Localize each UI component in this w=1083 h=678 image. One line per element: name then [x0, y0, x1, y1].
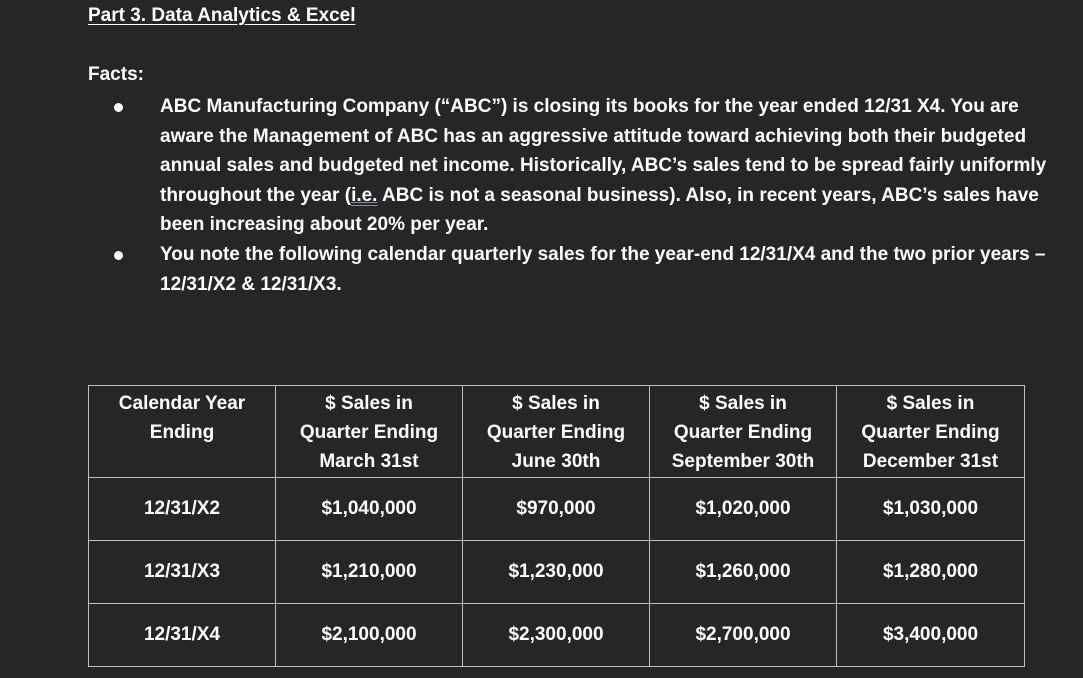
- header-q3: [650, 386, 837, 478]
- cell-q2-sales: $2,300,000: [463, 604, 650, 667]
- table-row: [89, 541, 1025, 604]
- cell-q4-sales: $1,030,000: [837, 478, 1025, 541]
- header-q1: [276, 386, 463, 478]
- quarterly-sales-table: [88, 385, 1025, 667]
- header-line: $ Sales in: [512, 393, 600, 414]
- fact-2-text: You note the following calendar quarterly sales for the year-end 12/31/X4 and the two prior years – 12/31/X2 & 12/31/X3.: [160, 243, 1046, 295]
- fact-item-1: [160, 92, 1050, 240]
- header-line: Quarter Ending: [299, 422, 439, 443]
- table-header-row: [89, 386, 1025, 478]
- table-row: [89, 478, 1025, 541]
- cell-year: 12/31/X3: [89, 541, 276, 604]
- cell-q2-sales: $970,000: [463, 478, 650, 541]
- ie-abbreviation: i.e.: [351, 184, 378, 206]
- header-line: September 30th: [671, 451, 815, 472]
- header-line: $ Sales in: [325, 393, 413, 414]
- cell-q1-sales: $2,100,000: [276, 604, 463, 667]
- facts-list: [160, 92, 1050, 299]
- header-line: Ending: [149, 422, 215, 443]
- cell-q4-sales: $3,400,000: [837, 604, 1025, 667]
- header-line: $ Sales in: [699, 393, 787, 414]
- cell-q3-sales: $1,020,000: [650, 478, 837, 541]
- header-line: March 31st: [319, 451, 419, 472]
- header-line: $ Sales in: [886, 393, 975, 414]
- header-line: December 31st: [862, 451, 999, 472]
- cell-q3-sales: $1,260,000: [650, 541, 837, 604]
- fact-1-text-a: ABC Manufacturing Company (“ABC”) is closing its books for the year ended 12/31 X4. You are aware the Management of ABC has an aggressive attitude toward achieving both their budgeted annual sales and budgeted net income. Historically, ABC’s sales tend to be spread fairly uniformly throughout the year (: [160, 96, 1047, 206]
- fact-item-2: [160, 240, 1050, 299]
- header-line: Quarter Ending: [486, 422, 626, 443]
- fact-1-text-b: ABC is not a seasonal business). Also, in recent years, ABC’s sales have been increasing about 20% per year.: [160, 184, 1039, 236]
- cell-q2-sales: $1,230,000: [463, 541, 650, 604]
- cell-q1-sales: $1,040,000: [276, 478, 463, 541]
- cell-q3-sales: $2,700,000: [650, 604, 837, 667]
- header-q4: [837, 386, 1025, 478]
- header-calendar-year: [89, 386, 276, 478]
- section-heading: Part 3. Data Analytics & Excel: [88, 5, 356, 26]
- header-line: Quarter Ending: [861, 422, 1000, 443]
- cell-year: 12/31/X4: [89, 604, 276, 667]
- header-line: June 30th: [511, 451, 601, 472]
- cell-q4-sales: $1,280,000: [837, 541, 1025, 604]
- cell-year: 12/31/X2: [89, 478, 276, 541]
- cell-q1-sales: $1,210,000: [276, 541, 463, 604]
- header-q2: [463, 386, 650, 478]
- header-line: Calendar Year: [118, 393, 246, 414]
- facts-label: Facts:: [88, 64, 144, 85]
- header-line: Quarter Ending: [673, 422, 813, 443]
- table-row: [89, 604, 1025, 667]
